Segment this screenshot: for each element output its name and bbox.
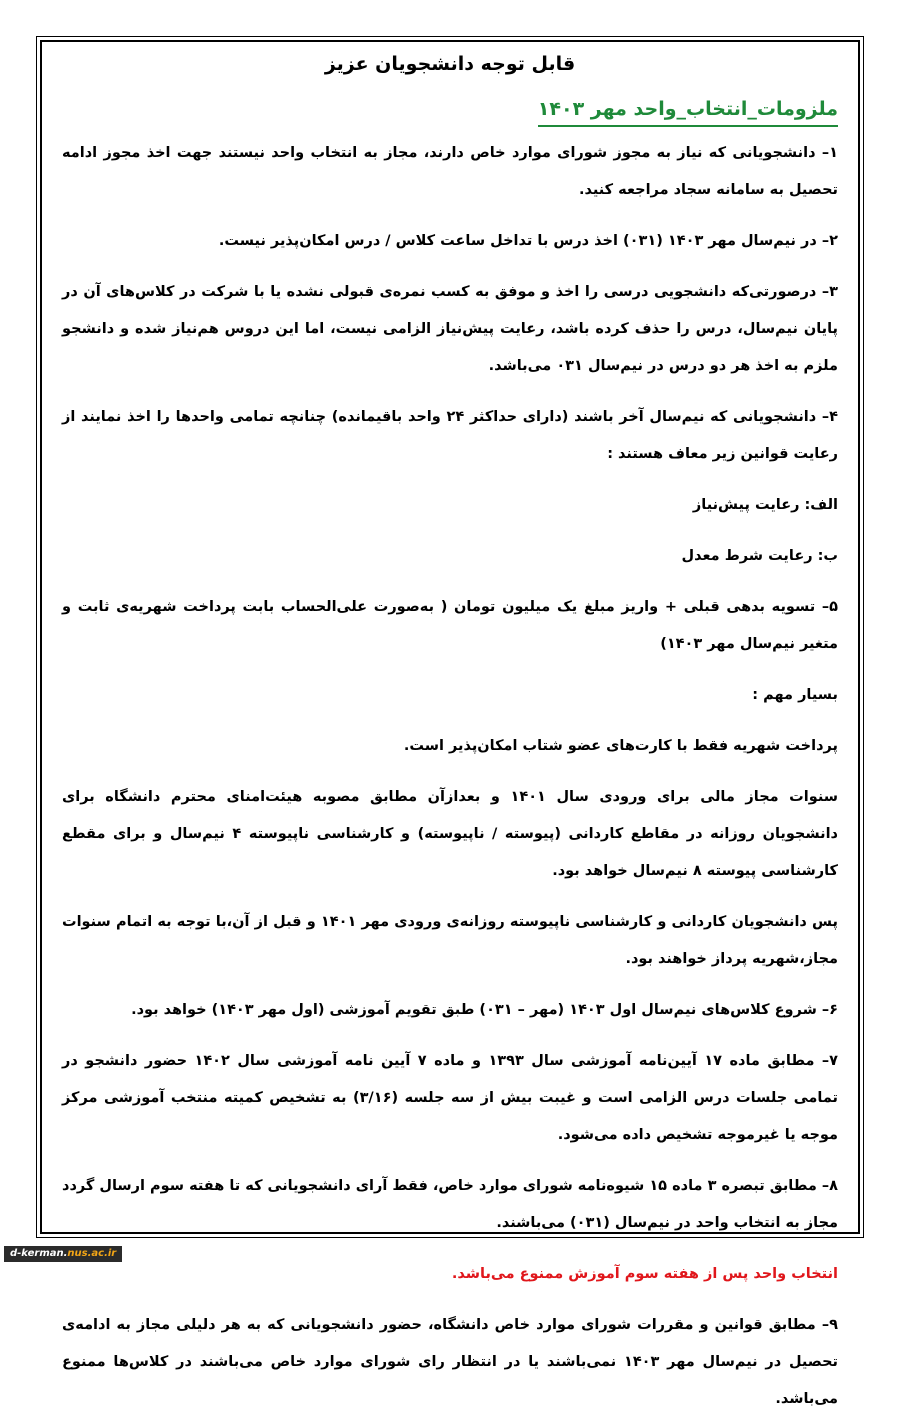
item-1: ۱– دانشجویانی که نیاز به مجوز شورای موارد خاص دارند، مجاز به انتخاب واحد نیستند جهت اخذ مجوز ادامه تحصیل به سامانه سجاد مراجعه کنید. [62, 145, 838, 198]
item-4b: ب: رعایت شرط معدل [681, 548, 838, 564]
important-heading: بسیار مهم : [752, 687, 838, 703]
item-4: ۴– دانشجویانی که نیم‌سال آخر باشند (دارای حداکثر ۲۴ واحد باقیمانده) چنانچه تمامی واحدها را اخذ نمایند از رعایت قوانین زیر معاف هستند : [62, 409, 838, 462]
warning-note: انتخاب واحد پس از هفته سوم آموزش ممنوع می‌باشد. [451, 1266, 838, 1282]
item-2: ۲– در نیم‌سال مهر ۱۴۰۳ (۰۳۱) اخذ درس با تداخل ساعت کلاس / درس امکان‌پذیر نیست. [218, 233, 838, 249]
item-4a: الف: رعایت پیش‌نیاز [692, 497, 838, 513]
item-8: ۸– مطابق تبصره ۳ ماده ۱۵ شیوه‌نامه شورای موارد خاص، فقط آرای دانشجویانی که تا هفته سوم ارسال گردد مجاز به انتخاب واحد در نیم‌سال (۰۳۱) می‌باشند. [62, 1178, 839, 1231]
item-3: ۳– درصورتی‌که دانشجویی درسی را اخذ و موفق به کسب نمره‌ی قبولی نشده یا با شرکت در کلاس‌های آن در پایان نیم‌سال، درس را حذف کرده باشد، رعایت پیش‌نیاز الزامی نیست، اما این دروس هم‌نیاز شده و دانشجو ملزم به اخذ هر دو درس در نیم‌سال ۰۳۱ می‌باشد. [62, 284, 838, 374]
watermark-prefix: d-kerman. [10, 1248, 68, 1259]
item-7: ۷– مطابق ماده ۱۷ آیین‌نامه آموزشی سال ۱۳۹۳ و ماده ۷ آیین نامه آموزشی سال ۱۴۰۲ حضور دانشجو در تمامی جلسات درس الزامی است و غیبت بیش از سه جلسه (۳/۱۶) به تشخیص کمیته منتخب آموزشی مرکز موجه یا غیرموجه تشخیص داده می‌شود. [62, 1053, 838, 1143]
page-subtitle: ملزومات_انتخاب_واحد مهر ۱۴۰۳ [538, 94, 838, 127]
subtitle-row [62, 80, 838, 127]
item-5: ۵– تسویه بدهی قبلی + واریز مبلغ یک میلیون تومان ( به‌صورت علی‌الحساب بابت پرداخت شهریه‌ی ثابت و متغیر نیم‌سال مهر ۱۴۰۳) [62, 599, 838, 652]
watermark-domain: nus.ac.ir [67, 1248, 117, 1259]
item-6: ۶– شروع کلاس‌های نیم‌سال اول ۱۴۰۳ (مهر – ۰۳۱) طبق تقویم آموزشی (اول مهر ۱۴۰۳) خواهد بود. [131, 1002, 838, 1018]
tuition-note: پس دانشجویان کاردانی و کارشناسی ناپیوسته روزانه‌ی ورودی مهر ۱۴۰۱ و قبل از آن،با توجه به اتمام سنوات مجاز،شهریه پرداز خواهند بود. [62, 914, 838, 967]
page-title: قابل توجه دانشجویان عزیز [324, 53, 576, 75]
allowed-years-note: سنوات مجاز مالی برای ورودی سال ۱۴۰۱ و بعدازآن مطابق مصوبه هیئت‌امنای محترم دانشگاه برای دانشجویان روزانه در مقاطع کاردانی (پیوسته / ناپیوسته) و کارشناسی ناپیوسته ۴ نیم‌سال و برای مقطع کارشناسی پیوسته ۸ نیم‌سال خواهد بود. [62, 789, 838, 879]
announcement-body [62, 48, 838, 1418]
site-watermark [4, 1246, 122, 1262]
item-9: ۹– مطابق قوانین و مقررات شورای موارد خاص دانشگاه، حضور دانشجویانی که به هر دلیلی مجاز به ادامه‌ی تحصیل در نیم‌سال مهر ۱۴۰۳ نمی‌باشند یا در انتظار رای شورای موارد خاص می‌باشند در کلاس‌ها ممنوع می‌باشد. [62, 1317, 838, 1407]
payment-note: پرداخت شهریه فقط با کارت‌های عضو شتاب امکان‌پذیر است. [403, 738, 838, 754]
